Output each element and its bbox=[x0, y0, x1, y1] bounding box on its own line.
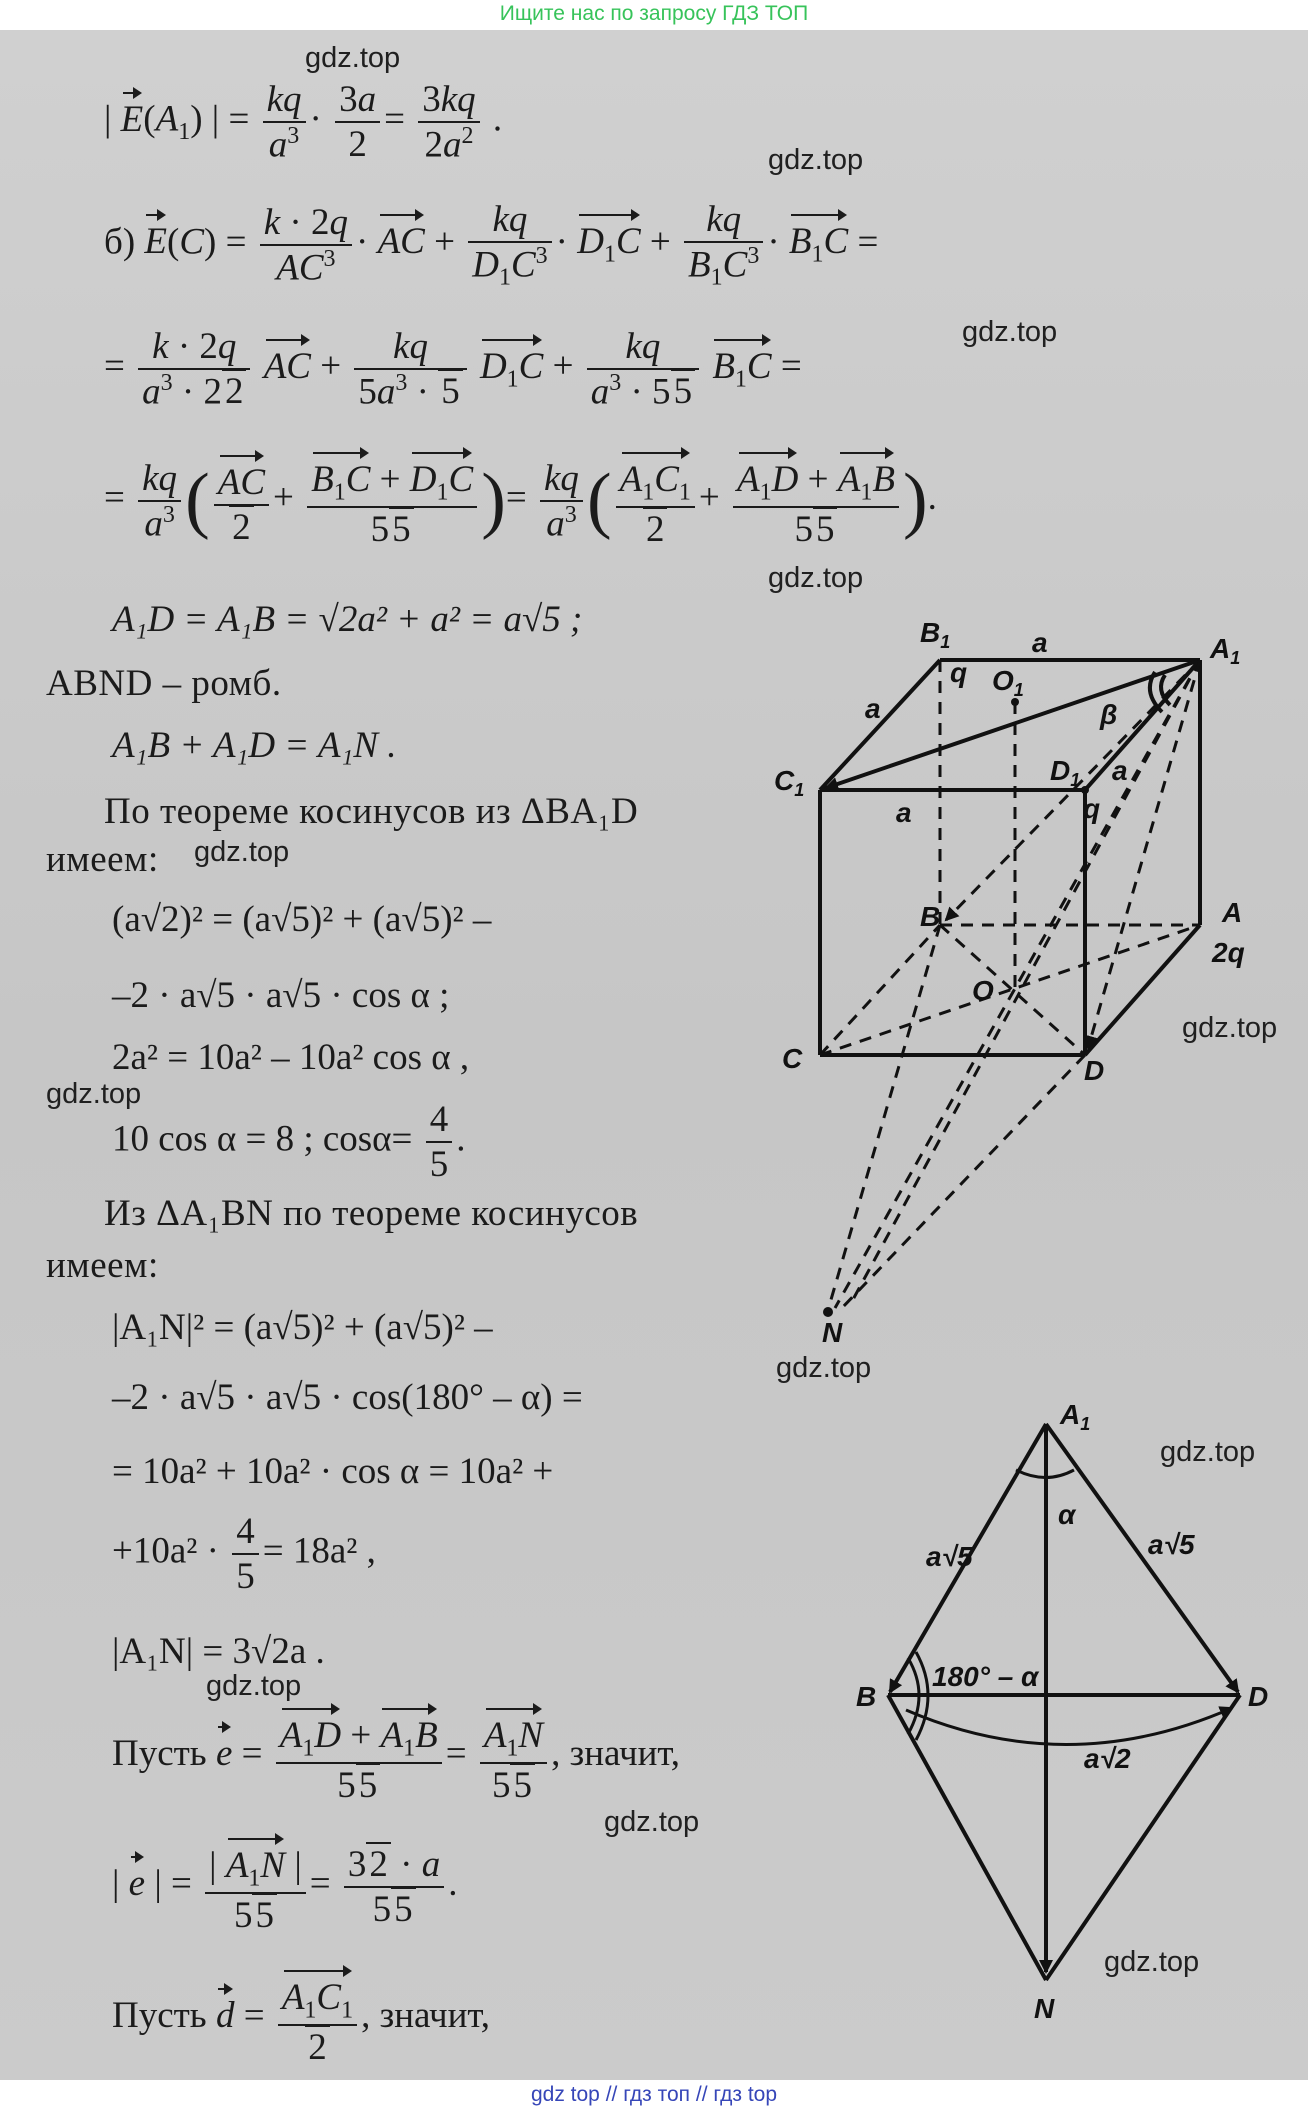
formula-e-c-3: = $\frac{kq}{a^3}$ ( $\frac{AC}{2}$ + $\frac{B_1C + D_1C}{55}$ )= $\frac{kq}{a^3}$ ( $\frac{A_1C_1}{2}$ + $\frac{A_1D + A_1B}{55}$ ). bbox=[104, 450, 937, 551]
label-o1: $O_1$ bbox=[992, 665, 1024, 700]
rh-label-b: B bbox=[856, 1681, 877, 1712]
formula-e-c: б) E(C) = $\frac{k \cdot 2q}{AC^3}$ · AC + $\frac{kq}{D_1C^3}$ · $D_1C$ + $\frac{kq}{B_1C^3}$ · $B_1C$ = bbox=[104, 199, 879, 291]
formula-l3: 2a² = 10a² – 10a² cos α , bbox=[112, 1037, 470, 1078]
text-pust-1: Пусть bbox=[112, 1733, 207, 1775]
formula-e-c-2: = $\frac{k \cdot 2q}{a^3 \cdot 22}$ AC + $\frac{kq}{5a^3 \cdot 5}$ $D_1C$ + $\frac{kq}{a^3 \cdot 55}$ $B_1C$ = bbox=[104, 326, 802, 413]
label-c1: $C_1$ bbox=[774, 765, 805, 800]
formula-l4: 10 cos α = 8 ; cosα= $\frac{4}{5}$ . bbox=[112, 1099, 466, 1185]
rh-diag-arc bbox=[906, 1708, 1232, 1745]
watermark: gdz.top bbox=[1104, 1946, 1200, 1978]
rh-label-alpha: α bbox=[1058, 1499, 1076, 1530]
label-q-b1: q bbox=[950, 657, 968, 688]
watermark: gdz.top bbox=[305, 42, 401, 74]
rh-label-side-left: a√5 bbox=[926, 1541, 973, 1572]
label-d1: $D_1$ bbox=[1050, 755, 1081, 790]
top-banner[interactable]: Ищите нас по запросу ГДЗ ТОП bbox=[0, 0, 1308, 30]
formula-l7: = 10a² + 10a² · cos α = 10a² + bbox=[112, 1451, 554, 1492]
label-charge-a: 2q bbox=[1212, 937, 1245, 968]
formula-d-def: Пусть d = $\frac{A_1C_1}{2}$ , значит, bbox=[112, 1968, 490, 2069]
watermark: gdz.top bbox=[206, 1670, 302, 1702]
rh-label-a1: $A_1$ bbox=[1060, 1399, 1091, 1434]
rh-b-n bbox=[888, 1695, 1046, 1980]
label-a-front: a bbox=[896, 797, 912, 828]
rh-label-side-right: a√5 bbox=[1148, 1529, 1195, 1560]
text-cosine-law-1: По теореме косинусов из ΔBA₁D bbox=[104, 791, 639, 832]
rh-label-angle-b: 180° – α bbox=[932, 1661, 1039, 1692]
formula-a1d: A₁D = A₁B = √2a² + a² = a√5 ; bbox=[112, 599, 583, 640]
watermark: gdz.top bbox=[962, 316, 1058, 348]
label-a: A bbox=[1222, 897, 1243, 928]
label-b: B bbox=[920, 901, 941, 932]
label-q-d1: q bbox=[1083, 793, 1101, 824]
watermark: gdz.top bbox=[604, 1806, 700, 1838]
label-a-left: a bbox=[865, 693, 881, 724]
rh-label-n: N bbox=[1034, 1993, 1055, 2024]
label-a-top: a bbox=[1032, 627, 1048, 658]
rh-label-diag: a√2 bbox=[1084, 1743, 1131, 1774]
label-c: C bbox=[782, 1043, 803, 1074]
formula-e-abs: | e | = $\frac{| A_1N |}{55}$ = $\frac{32 \cdot a}{55}$ . bbox=[112, 1836, 457, 1937]
label-d: D bbox=[1084, 1055, 1105, 1086]
cube-diagram bbox=[760, 590, 1280, 1350]
label-a1: $A_1$ bbox=[1210, 633, 1241, 668]
formula-l8: +10a² · $\frac{4}{5}$ = 18a² , bbox=[112, 1511, 376, 1597]
label-b1: $B_1$ bbox=[920, 617, 951, 652]
watermark: gdz.top bbox=[1160, 1436, 1256, 1468]
formula-vector-sum: A₁B + A₁D = A₁N . bbox=[112, 725, 397, 766]
text-znachit-1: , значит, bbox=[551, 1733, 681, 1775]
formula-l2: –2 · a√5 · a√5 · cos α ; bbox=[112, 975, 450, 1016]
line-b-n bbox=[828, 925, 940, 1310]
label-o: O bbox=[972, 975, 994, 1006]
rhombus-diagram bbox=[848, 1390, 1288, 2030]
rhombus-statement: ABND – ромб. bbox=[46, 663, 282, 704]
rh-label-d: D bbox=[1248, 1681, 1269, 1712]
formula-l5: |A₁N|² = (a√5)² + (a√5)² – bbox=[112, 1307, 493, 1348]
watermark: gdz.top bbox=[194, 836, 290, 868]
label-beta: β bbox=[1100, 699, 1118, 730]
formula-l10: |A₁N| = 3√2a . bbox=[112, 1631, 325, 1672]
bottom-banner[interactable]: gdz top // гдз топ // гдз top bbox=[0, 2080, 1308, 2111]
watermark: gdz.top bbox=[776, 1352, 872, 1384]
page bbox=[0, 30, 1308, 2080]
text-imeem-2: имеем: bbox=[46, 1245, 159, 1286]
watermark: gdz.top bbox=[46, 1078, 142, 1110]
text-znachit-2: , значит, bbox=[361, 1995, 491, 2037]
watermark: gdz.top bbox=[1182, 1012, 1278, 1044]
text-cosine-law-2: Из ΔA₁BN по теореме косинусов bbox=[104, 1193, 639, 1234]
formula-e-def: Пусть e = $\frac{A_1D + A_1B}{55}$ = $\frac{A_1N}{55}$ , значит, bbox=[112, 1706, 680, 1807]
watermark: gdz.top bbox=[768, 562, 864, 594]
item-b-label: б) bbox=[104, 221, 136, 263]
line-d-n bbox=[840, 1055, 1085, 1310]
formula-e-a1: | $E(A_1)$ | = $\frac{kq}{a^3}$ · $\frac{3a}{2}$ = $\frac{3kq}{2a^2}$ . bbox=[104, 79, 503, 166]
rh-a1-d bbox=[1046, 1424, 1238, 1692]
formula-l1: (a√2)² = (a√5)² + (a√5)² – bbox=[112, 899, 492, 940]
watermark: gdz.top bbox=[768, 144, 864, 176]
label-n: N bbox=[822, 1317, 843, 1348]
label-a-right: a bbox=[1112, 755, 1128, 786]
formula-l6: –2 · a√5 · a√5 · cos(180° – α) = bbox=[112, 1377, 583, 1418]
text-imeem-1: имеем: bbox=[46, 839, 159, 880]
text-pust-2: Пусть bbox=[112, 1995, 207, 2037]
